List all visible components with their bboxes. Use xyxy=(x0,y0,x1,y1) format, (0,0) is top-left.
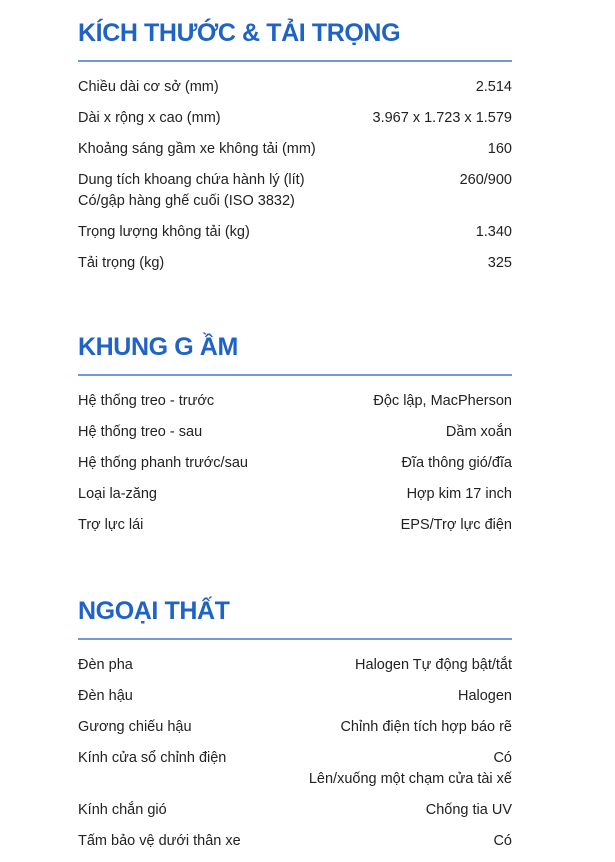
spec-row xyxy=(78,170,512,212)
spec-value: EPS/Trợ lực điện xyxy=(400,517,512,533)
section-divider xyxy=(78,374,512,376)
spec-label: Hệ thống treo - sau xyxy=(78,424,203,440)
spec-label: Trọng lượng không tải (kg) xyxy=(78,224,250,240)
spec-value: 3.967 x 1.723 x 1.579 xyxy=(372,110,512,126)
section-dimensions xyxy=(78,18,512,284)
section-divider xyxy=(78,638,512,640)
spec-label: Tải trọng (kg) xyxy=(78,255,165,271)
spec-row xyxy=(78,222,512,243)
spec-row xyxy=(78,453,512,474)
spec-row xyxy=(78,748,512,790)
spec-value: Halogen Tự động bật/tắt xyxy=(355,657,512,673)
spec-value: Độc lập, MacPherson xyxy=(373,393,512,409)
spec-value: Có xyxy=(493,750,512,766)
spec-value: 325 xyxy=(487,255,512,271)
spec-value-line2: Lên/xuống một chạm cửa tài xế xyxy=(308,771,512,787)
section-divider xyxy=(78,60,512,62)
spec-value: 1.340 xyxy=(475,224,512,240)
spec-row xyxy=(78,391,512,412)
spec-row xyxy=(78,422,512,443)
spec-row xyxy=(78,686,512,707)
spec-value: Có xyxy=(493,833,512,849)
spec-label: Chiều dài cơ sở (mm) xyxy=(78,79,219,95)
section-title: KÍCH THƯỚC & TẢI TRỌNG xyxy=(78,19,401,47)
spec-label-line2: Có/gập hàng ghế cuối (ISO 3832) xyxy=(78,193,295,209)
spec-value: 2.514 xyxy=(475,79,512,95)
spec-value: 260/900 xyxy=(459,172,512,188)
spec-label: Dài x rộng x cao (mm) xyxy=(78,110,221,126)
spec-value: Halogen xyxy=(457,688,512,704)
spec-row xyxy=(78,253,512,274)
spec-label: Đèn pha xyxy=(78,657,133,673)
spec-label: Hệ thống phanh trước/sau xyxy=(78,455,248,471)
spec-row xyxy=(78,831,512,852)
spec-label: Hệ thống treo - trước xyxy=(78,393,215,409)
section-title: NGOẠI THẤT xyxy=(78,597,230,625)
spec-label: Gương chiếu hậu xyxy=(78,719,192,735)
spec-label: Kính cửa sổ chỉnh điện xyxy=(78,750,227,766)
spec-row xyxy=(78,800,512,821)
spec-label: Dung tích khoang chứa hành lý (lít) xyxy=(78,172,305,188)
spec-label: Kính chắn gió xyxy=(78,802,167,818)
spec-row xyxy=(78,108,512,129)
spec-value: Đĩa thông gió/đĩa xyxy=(401,455,512,471)
section-chassis xyxy=(78,332,512,546)
spec-value: Chỉnh điện tích hợp báo rẽ xyxy=(340,719,512,735)
spec-label: Tấm bảo vệ dưới thân xe xyxy=(78,833,241,849)
spec-label: Đèn hậu xyxy=(78,688,133,704)
spec-value: Chống tia UV xyxy=(425,802,512,818)
spec-value: Hợp kim 17 inch xyxy=(406,486,512,502)
spec-label: Trợ lực lái xyxy=(78,517,144,533)
spec-value: Dầm xoắn xyxy=(445,424,512,440)
spec-row xyxy=(78,77,512,98)
spec-row xyxy=(78,515,512,536)
spec-row xyxy=(78,139,512,160)
section-exterior xyxy=(78,596,512,862)
spec-label: Khoảng sáng gầm xe không tải (mm) xyxy=(78,141,316,157)
section-title: KHUNG G ẦM xyxy=(78,333,238,361)
spec-row xyxy=(78,655,512,676)
spec-value: 160 xyxy=(487,141,512,157)
spec-row xyxy=(78,717,512,738)
spec-row xyxy=(78,484,512,505)
spec-label: Loại la-zăng xyxy=(78,486,157,502)
